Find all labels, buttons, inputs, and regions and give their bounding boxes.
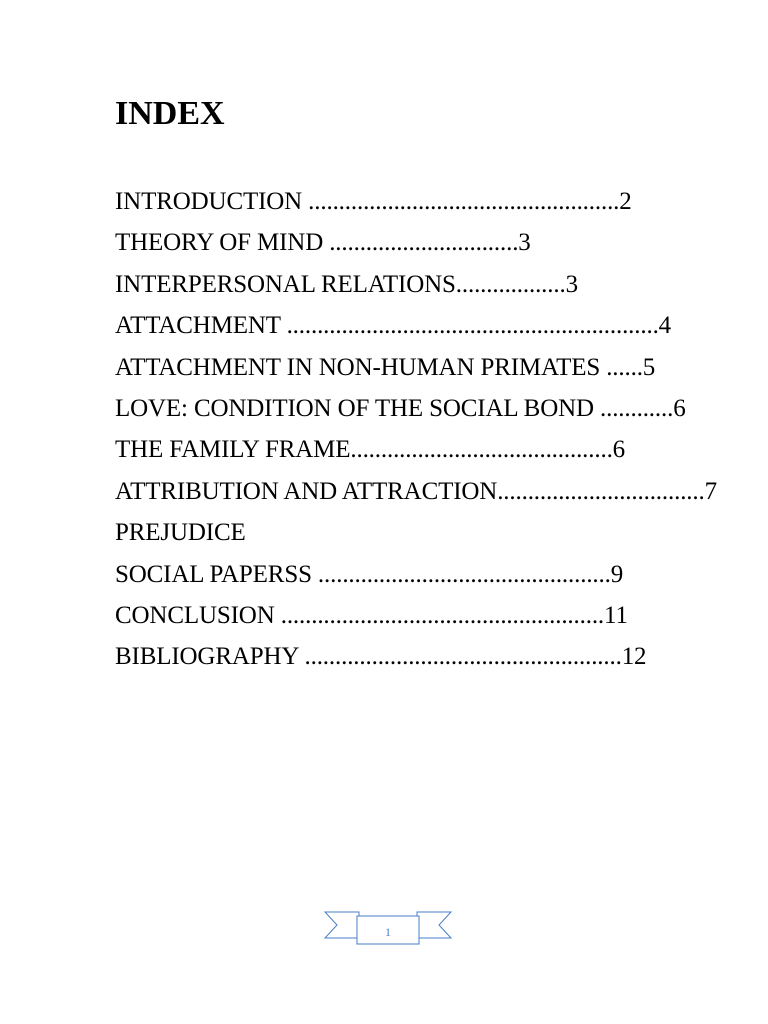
toc-entry: LOVE: CONDITION OF THE SOCIAL BOND ............6 — [115, 394, 686, 422]
page-title: INDEX — [115, 95, 225, 132]
toc-entry: CONCLUSION .....................................................11 — [115, 601, 628, 629]
toc-entry: THEORY OF MIND ...............................3 — [115, 229, 531, 257]
toc-entry: ATTRIBUTION AND ATTRACTION..................................7 — [115, 477, 717, 505]
toc-entry: BIBLIOGRAPHY ....................................................12 — [115, 643, 647, 671]
page-number-banner-icon — [323, 908, 453, 950]
toc-entry: SOCIAL PAPERSS ................................................9 — [115, 560, 624, 588]
toc-entry: INTERPERSONAL RELATIONS..................3 — [115, 270, 578, 298]
toc-entry: INTRODUCTION ...................................................2 — [115, 188, 632, 215]
toc-entry: THE FAMILY FRAME...........................................6 — [115, 436, 626, 464]
table-of-contents — [115, 181, 717, 678]
toc-entry: ATTACHMENT .............................................................4 — [115, 312, 672, 340]
toc-entry: PREJUDICE — [115, 519, 246, 547]
toc-entry: ATTACHMENT IN NON-HUMAN PRIMATES ......5 — [115, 353, 656, 381]
page-number: 1 — [385, 925, 391, 939]
